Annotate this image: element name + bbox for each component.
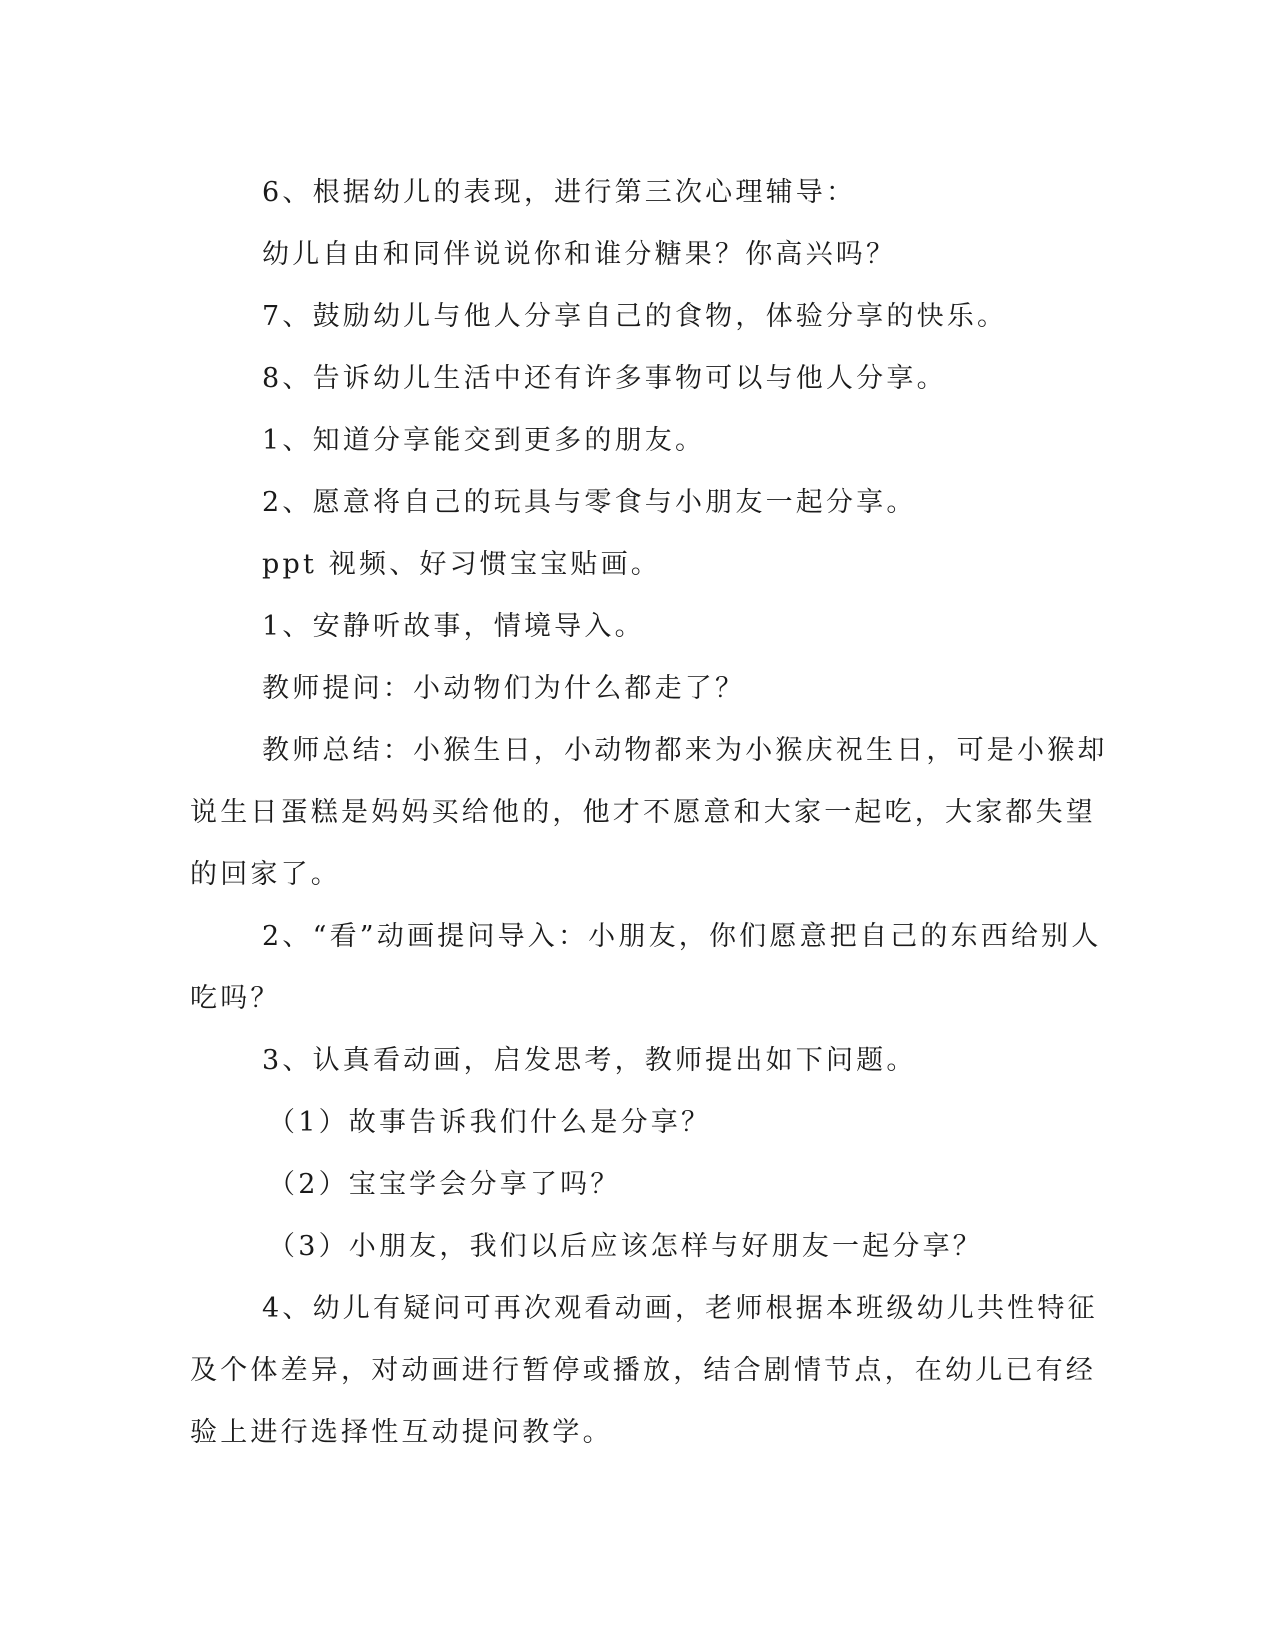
paragraph-materials: ppt 视频、好习惯宝宝贴画。 xyxy=(262,549,661,580)
paragraph-teacher-question: 教师提问：小动物们为什么都走了？ xyxy=(262,673,746,704)
paragraph-line: 2、“看”动画提问导入：小朋友，你们愿意把自己的东西给别人 xyxy=(262,921,1102,952)
paragraph-step-8: 8、告诉幼儿生活中还有许多事物可以与他人分享。 xyxy=(262,363,947,394)
paragraph-process-3: 3、认真看动画，启发思考，教师提出如下问题。 xyxy=(262,1045,917,1076)
paragraph-line: 验上进行选择性互动提问教学。 xyxy=(190,1417,613,1448)
paragraph-process-1: 1、安静听故事，情境导入。 xyxy=(262,611,645,642)
paragraph-question-1: （1）故事告诉我们什么是分享？ xyxy=(268,1107,712,1138)
paragraph-line: 的回家了。 xyxy=(190,859,341,890)
paragraph-free-talk: 幼儿自由和同伴说说你和谁分糖果？你高兴吗？ xyxy=(262,239,897,270)
paragraph-line: 教师总结：小猴生日，小动物都来为小猴庆祝生日，可是小猴却 xyxy=(262,735,1108,766)
paragraph-question-3: （3）小朋友，我们以后应该怎样与好朋友一起分享？ xyxy=(268,1231,983,1262)
paragraph-line: 4、幼儿有疑问可再次观看动画，老师根据本班级幼儿共性特征 xyxy=(262,1293,1098,1324)
paragraph-process-2 xyxy=(190,906,1102,1030)
paragraph-question-2: （2）宝宝学会分享了吗？ xyxy=(268,1169,621,1200)
paragraph-step-6: 6、根据幼儿的表现，进行第三次心理辅导： xyxy=(262,177,857,208)
paragraph-goal-2: 2、愿意将自己的玩具与零食与小朋友一起分享。 xyxy=(262,487,917,518)
paragraph-line: 及个体差异，对动画进行暂停或播放，结合剧情节点，在幼儿已有经 xyxy=(190,1355,1096,1386)
paragraph-goal-1: 1、知道分享能交到更多的朋友。 xyxy=(262,425,706,456)
paragraph-process-4 xyxy=(190,1278,1098,1464)
paragraph-line: 说生日蛋糕是妈妈买给他的，他才不愿意和大家一起吃，大家都失望 xyxy=(190,797,1096,828)
paragraph-step-7: 7、鼓励幼儿与他人分享自己的食物，体验分享的快乐。 xyxy=(262,301,1008,332)
paragraph-line: 吃吗？ xyxy=(190,983,281,1014)
document-body xyxy=(190,162,1108,1464)
paragraph-teacher-summary xyxy=(190,720,1108,906)
